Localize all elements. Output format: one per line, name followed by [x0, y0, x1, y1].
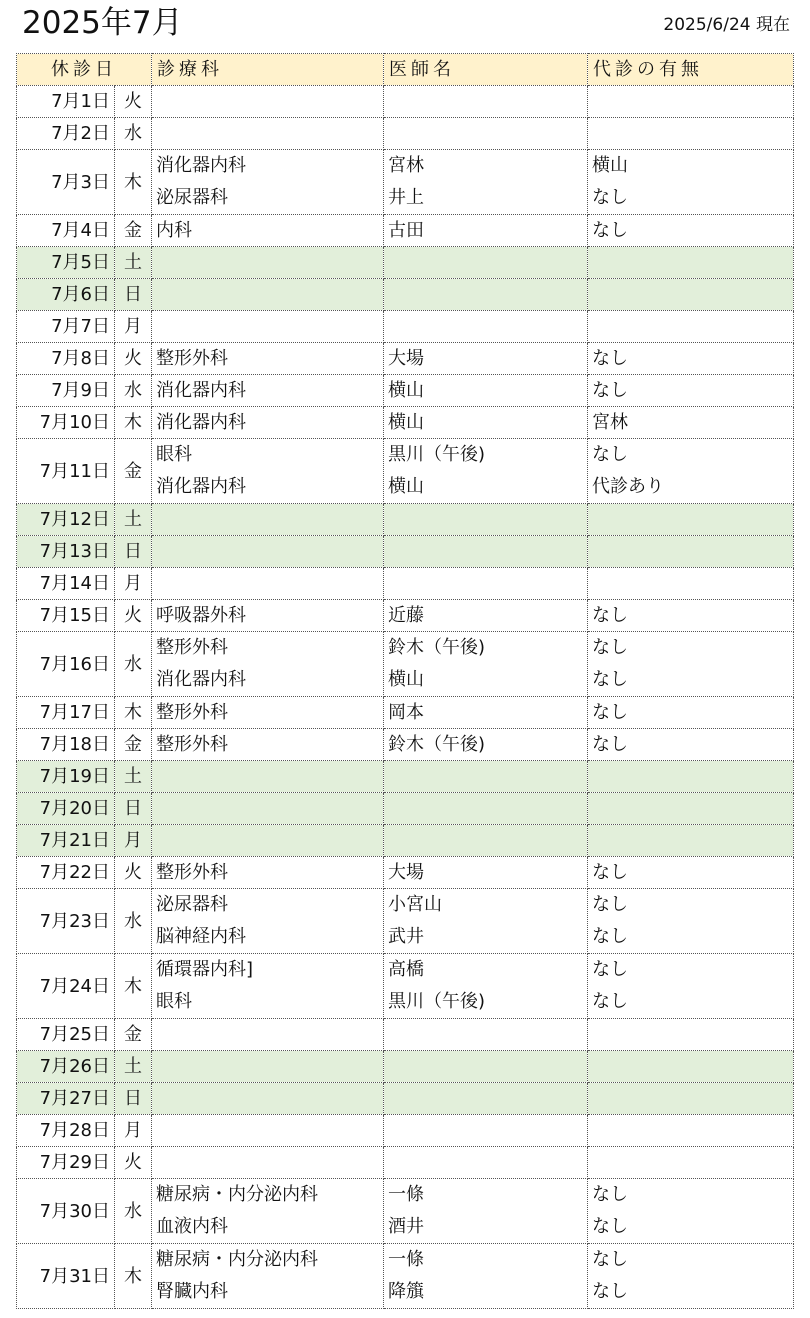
substitute-value: なし [592, 1249, 628, 1270]
table-row [17, 600, 794, 632]
weekday: 日 [115, 536, 152, 568]
closure-date: 7月27日 [17, 1083, 115, 1115]
substitute-cell [588, 954, 794, 1019]
weekday: 火 [115, 1147, 152, 1179]
substitute-value: なし [592, 991, 628, 1012]
substitute-cell [588, 311, 794, 343]
substitute-cell [588, 1019, 794, 1051]
weekday: 水 [115, 632, 152, 697]
weekday: 水 [115, 118, 152, 150]
table-row [17, 1019, 794, 1051]
table-row [17, 568, 794, 600]
doctor-cell [384, 86, 588, 118]
substitute-value: なし [592, 669, 628, 690]
substitute-cell: なし [588, 697, 794, 729]
doctor-cell: 近藤 [384, 600, 588, 632]
doctor-value: 黒川（午後) [388, 991, 486, 1012]
doctor-cell: 横山 [384, 407, 588, 439]
table-row [17, 1051, 794, 1083]
doctor-cell: 岡本 [384, 697, 588, 729]
table-header-row [17, 54, 794, 86]
weekday: 日 [115, 1083, 152, 1115]
weekday: 木 [115, 954, 152, 1019]
weekday: 火 [115, 86, 152, 118]
department-cell: 内科 [152, 215, 384, 247]
department-cell [152, 1019, 384, 1051]
doctor-cell [384, 311, 588, 343]
substitute-value: なし [592, 1281, 628, 1302]
doctor-cell [384, 632, 588, 697]
weekday: 土 [115, 504, 152, 536]
closure-date: 7月23日 [17, 889, 115, 954]
closure-date: 7月2日 [17, 118, 115, 150]
department-value: 眼科 [156, 991, 192, 1012]
closure-date: 7月9日 [17, 375, 115, 407]
substitute-cell [588, 632, 794, 697]
doctor-cell [384, 1083, 588, 1115]
substitute-cell: 宮林 [588, 407, 794, 439]
department-cell [152, 793, 384, 825]
closure-date: 7月18日 [17, 729, 115, 761]
table-row [17, 247, 794, 279]
closure-date: 7月3日 [17, 150, 115, 215]
doctor-cell [384, 150, 588, 215]
weekday: 月 [115, 568, 152, 600]
doctor-cell [384, 536, 588, 568]
closure-date: 7月11日 [17, 439, 115, 504]
header-substitute: 代診の有無 [588, 54, 794, 86]
closure-date: 7月13日 [17, 536, 115, 568]
department-cell: 整形外科 [152, 697, 384, 729]
table-row [17, 504, 794, 536]
substitute-cell [588, 825, 794, 857]
table-row [17, 857, 794, 889]
closure-date: 7月31日 [17, 1244, 115, 1309]
substitute-cell [588, 439, 794, 504]
closure-date: 7月14日 [17, 568, 115, 600]
table-body [17, 86, 794, 1309]
closure-date: 7月5日 [17, 247, 115, 279]
department-cell [152, 568, 384, 600]
weekday: 火 [115, 600, 152, 632]
doctor-value: 宮林 [388, 155, 424, 176]
department-cell: 整形外科 [152, 343, 384, 375]
department-cell [152, 954, 384, 1019]
substitute-value: なし [592, 1216, 628, 1237]
closure-date: 7月15日 [17, 600, 115, 632]
doctor-cell [384, 1115, 588, 1147]
table-row [17, 1115, 794, 1147]
table-row [17, 407, 794, 439]
doctor-cell: 横山 [384, 375, 588, 407]
doctor-cell [384, 1051, 588, 1083]
substitute-cell [588, 1051, 794, 1083]
substitute-cell [588, 1115, 794, 1147]
weekday: 木 [115, 407, 152, 439]
doctor-cell [384, 279, 588, 311]
doctor-cell [384, 247, 588, 279]
table-row [17, 439, 794, 504]
weekday: 日 [115, 279, 152, 311]
doctor-cell [384, 761, 588, 793]
doctor-value: 横山 [388, 476, 424, 497]
substitute-value: なし [592, 187, 628, 208]
department-cell [152, 150, 384, 215]
department-value: 消化器内科 [156, 155, 246, 176]
weekday: 月 [115, 1115, 152, 1147]
department-cell [152, 504, 384, 536]
closure-date: 7月10日 [17, 407, 115, 439]
weekday: 木 [115, 150, 152, 215]
table-row [17, 86, 794, 118]
header-department: 診療科 [152, 54, 384, 86]
doctor-cell: 古田 [384, 215, 588, 247]
table-row [17, 279, 794, 311]
department-cell [152, 311, 384, 343]
substitute-cell: なし [588, 729, 794, 761]
substitute-value: なし [592, 444, 628, 465]
closure-date: 7月25日 [17, 1019, 115, 1051]
substitute-cell [588, 150, 794, 215]
department-cell [152, 1051, 384, 1083]
weekday: 木 [115, 697, 152, 729]
table-row [17, 954, 794, 1019]
substitute-cell [588, 536, 794, 568]
table-row [17, 1244, 794, 1309]
table-row [17, 215, 794, 247]
department-cell [152, 247, 384, 279]
closure-date: 7月7日 [17, 311, 115, 343]
substitute-cell [588, 1147, 794, 1179]
department-value: 整形外科 [156, 637, 228, 658]
doctor-cell [384, 793, 588, 825]
doctor-value: 武井 [388, 926, 424, 947]
substitute-cell: なし [588, 215, 794, 247]
doctor-cell [384, 439, 588, 504]
department-cell [152, 279, 384, 311]
substitute-cell [588, 761, 794, 793]
table-row [17, 729, 794, 761]
department-cell [152, 1083, 384, 1115]
weekday: 金 [115, 1019, 152, 1051]
closure-date: 7月12日 [17, 504, 115, 536]
department-cell [152, 889, 384, 954]
substitute-cell: なし [588, 375, 794, 407]
doctor-cell [384, 1179, 588, 1244]
page-title: 2025年7月 [22, 5, 183, 41]
closure-date: 7月22日 [17, 857, 115, 889]
closure-date: 7月17日 [17, 697, 115, 729]
department-value: 腎臓内科 [156, 1281, 228, 1302]
weekday: 水 [115, 1179, 152, 1244]
closure-date: 7月16日 [17, 632, 115, 697]
substitute-value: なし [592, 637, 628, 658]
table-row [17, 825, 794, 857]
weekday: 火 [115, 857, 152, 889]
closure-date: 7月6日 [17, 279, 115, 311]
doctor-value: 横山 [388, 669, 424, 690]
doctor-value: 酒井 [388, 1216, 424, 1237]
closure-date: 7月30日 [17, 1179, 115, 1244]
header-doctor: 医師名 [384, 54, 588, 86]
doctor-cell [384, 1019, 588, 1051]
weekday: 土 [115, 247, 152, 279]
weekday: 金 [115, 215, 152, 247]
weekday: 火 [115, 343, 152, 375]
table-row [17, 793, 794, 825]
doctor-cell: 大場 [384, 343, 588, 375]
department-cell [152, 825, 384, 857]
substitute-cell: なし [588, 343, 794, 375]
department-cell [152, 86, 384, 118]
substitute-cell [588, 504, 794, 536]
weekday: 月 [115, 825, 152, 857]
table-row [17, 343, 794, 375]
department-value: 循環器内科] [156, 959, 254, 980]
weekday: 水 [115, 375, 152, 407]
weekday: 木 [115, 1244, 152, 1309]
department-cell [152, 1244, 384, 1309]
substitute-cell [588, 86, 794, 118]
doctor-value: 降籏 [388, 1281, 424, 1302]
doctor-value: 井上 [388, 187, 424, 208]
substitute-cell [588, 1179, 794, 1244]
department-cell: 整形外科 [152, 729, 384, 761]
doctor-cell [384, 1147, 588, 1179]
table-row [17, 311, 794, 343]
department-cell: 消化器内科 [152, 375, 384, 407]
substitute-value: なし [592, 894, 628, 915]
weekday: 金 [115, 729, 152, 761]
substitute-cell: なし [588, 600, 794, 632]
doctor-cell [384, 504, 588, 536]
substitute-value: なし [592, 926, 628, 947]
weekday: 土 [115, 1051, 152, 1083]
table-row [17, 1147, 794, 1179]
department-cell [152, 1179, 384, 1244]
table-row [17, 536, 794, 568]
substitute-cell [588, 247, 794, 279]
table-row [17, 118, 794, 150]
doctor-cell [384, 954, 588, 1019]
table-row [17, 697, 794, 729]
closure-schedule-table [16, 53, 794, 1309]
department-value: 泌尿器科 [156, 187, 228, 208]
substitute-cell [588, 793, 794, 825]
as-of-date: 2025/6/24 現在 [663, 15, 790, 35]
doctor-cell [384, 568, 588, 600]
closure-date: 7月29日 [17, 1147, 115, 1179]
weekday: 土 [115, 761, 152, 793]
closure-date: 7月24日 [17, 954, 115, 1019]
doctor-value: 一條 [388, 1184, 424, 1205]
department-value: 眼科 [156, 444, 192, 465]
substitute-cell [588, 279, 794, 311]
table-row [17, 761, 794, 793]
department-value: 消化器内科 [156, 669, 246, 690]
doctor-cell [384, 118, 588, 150]
department-value: 糖尿病・内分泌内科 [156, 1184, 318, 1205]
table-row [17, 150, 794, 215]
department-cell [152, 632, 384, 697]
substitute-cell [588, 118, 794, 150]
department-value: 糖尿病・内分泌内科 [156, 1249, 318, 1270]
substitute-cell [588, 1244, 794, 1309]
doctor-value: 鈴木（午後) [388, 637, 486, 658]
table-row [17, 1083, 794, 1115]
closure-date: 7月4日 [17, 215, 115, 247]
closure-date: 7月19日 [17, 761, 115, 793]
doctor-cell [384, 889, 588, 954]
table-row [17, 375, 794, 407]
department-value: 泌尿器科 [156, 894, 228, 915]
closure-date: 7月8日 [17, 343, 115, 375]
doctor-value: 一條 [388, 1249, 424, 1270]
weekday: 日 [115, 793, 152, 825]
department-cell [152, 439, 384, 504]
substitute-cell: なし [588, 857, 794, 889]
doctor-value: 高橋 [388, 959, 424, 980]
department-cell [152, 536, 384, 568]
closure-date: 7月1日 [17, 86, 115, 118]
substitute-cell [588, 568, 794, 600]
weekday: 金 [115, 439, 152, 504]
doctor-value: 小宮山 [388, 894, 442, 915]
table-row [17, 632, 794, 697]
department-cell: 消化器内科 [152, 407, 384, 439]
substitute-cell [588, 889, 794, 954]
department-value: 消化器内科 [156, 476, 246, 497]
substitute-value: 代診あり [592, 476, 664, 497]
doctor-cell: 鈴木（午後) [384, 729, 588, 761]
department-cell [152, 118, 384, 150]
weekday: 水 [115, 889, 152, 954]
department-value: 脳神経内科 [156, 926, 246, 947]
table-row [17, 889, 794, 954]
department-cell [152, 1115, 384, 1147]
doctor-cell [384, 1244, 588, 1309]
doctor-value: 黒川（午後) [388, 444, 486, 465]
substitute-cell [588, 1083, 794, 1115]
doctor-cell [384, 825, 588, 857]
substitute-value: なし [592, 959, 628, 980]
substitute-value: 横山 [592, 155, 628, 176]
header-closure-date: 休診日 [17, 54, 152, 86]
department-value: 血液内科 [156, 1216, 228, 1237]
weekday: 月 [115, 311, 152, 343]
table-row [17, 1179, 794, 1244]
department-cell [152, 761, 384, 793]
department-cell [152, 1147, 384, 1179]
department-cell: 整形外科 [152, 857, 384, 889]
closure-date: 7月26日 [17, 1051, 115, 1083]
closure-date: 7月21日 [17, 825, 115, 857]
closure-date: 7月20日 [17, 793, 115, 825]
department-cell: 呼吸器外科 [152, 600, 384, 632]
closure-date: 7月28日 [17, 1115, 115, 1147]
substitute-value: なし [592, 1184, 628, 1205]
doctor-cell: 大場 [384, 857, 588, 889]
